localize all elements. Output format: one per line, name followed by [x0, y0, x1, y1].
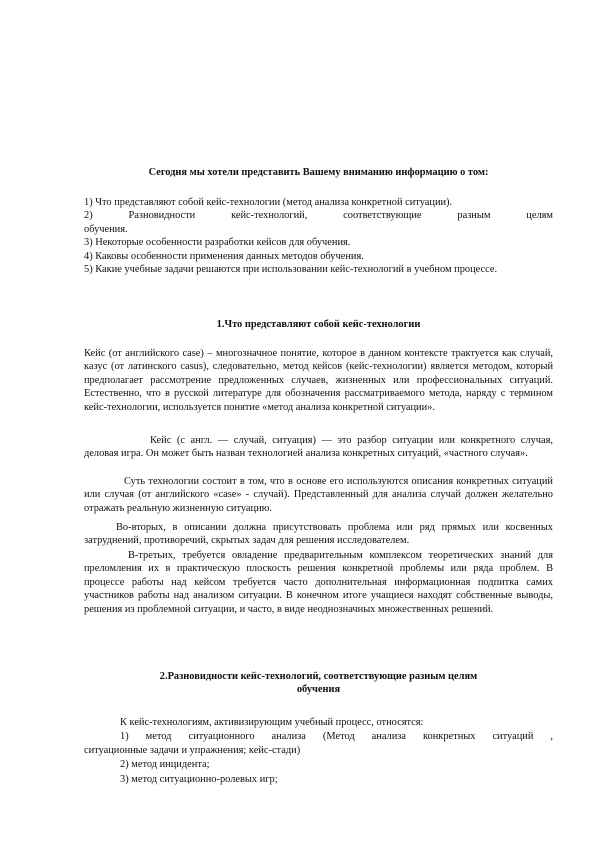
intro-list-item: 3) Некоторые особенности разработки кейсов для обучения. [84, 237, 351, 249]
intro-list [84, 196, 553, 276]
section2-list-item: 1) метод ситуационного анализа (Метод анализа конкретных ситуаций , [120, 731, 553, 742]
section1-paragraph: Кейс (с англ. — случай, ситуация) — это разбор ситуации или конкретного случая, деловая игра. Он может быть назван технологией анализа конкретных ситуаций, «частного случая». [84, 435, 553, 460]
intro-list-item: 2) Разновидности кейс-технологий, соответствующие разным целям [84, 210, 553, 222]
section2-title-line: обучения [296, 684, 341, 696]
section2-lead: К кейс-технологиям, активизирующим учебный процесс, относятся: [120, 717, 424, 728]
intro-list-item: 1) Что представляют собой кейс-технологии (метод анализа конкретной ситуации). [84, 197, 453, 208]
section2-title [84, 670, 553, 697]
section2-title-line: 2.Разновидности кейс-технологий, соответствующие разным целям [159, 671, 478, 682]
section2-list [120, 730, 553, 743]
intro-list-item: 4) Каковы особенности применения данных методов обучения. [84, 250, 364, 262]
section2-list-item: 2) метод инцидента; [120, 759, 210, 770]
section2-list-continuation: ситуационные задачи и упражнения; кейс-стади) [84, 745, 301, 756]
section1-paragraph: Суть технологии состоит в том, что в основе его используются описания конкретных ситуаций или случая (от английского «case» - случай). Представленный для анализа случай должен желательно отражать реальную жизненную ситуацию. [84, 476, 553, 514]
intro-list-item: обучения. [84, 223, 128, 235]
section1-paragraph: В-третьих, требуется овладение предварительным комплексом теоретических знаний для преломления их в практическую плоскость решения конкретной проблемы или ряда проблем. В процессе работы над кейсом требуется часто дополнительная информационная подпитка самих участников работы над анализом ситуации. В конечном итоге учащиеся находят собственные выводы, решения из проблемной ситуации, и часто, в виде неоднозначных множественных решений. [84, 550, 553, 615]
section1-paragraph: Во-вторых, в описании должна присутствовать проблема или ряд прямых или косвенных затруднений, противоречий, скрытых задач для решения исследователем. [84, 522, 553, 547]
intro-list-item: 5) Какие учебные задачи решаются при использовании кейс-технологий в учебном процессе. [84, 264, 498, 276]
section1-title: 1.Что представляют собой кейс-технологии [216, 319, 421, 330]
intro-heading: Сегодня мы хотели представить Вашему вниманию информацию о том: [148, 167, 489, 178]
section1-paragraph: Кейс (от английского case) – многозначное понятие, которое в данном контексте трактуется как случай, казус (от латинского casus), следовательно, метод кейсов (кейс-технологии) является методом, который предполагает рассмотрение предложенных случаев, жизненных или профессиональных ситуаций. Естественно, что в русской литературе для обозначения рассматриваемого метода, наряду с термином кейс-технологии, используется понятие «метод анализа конкретной ситуации». [84, 348, 553, 413]
section2-list-item: 3) метод ситуационно-ролевых игр; [120, 774, 278, 785]
